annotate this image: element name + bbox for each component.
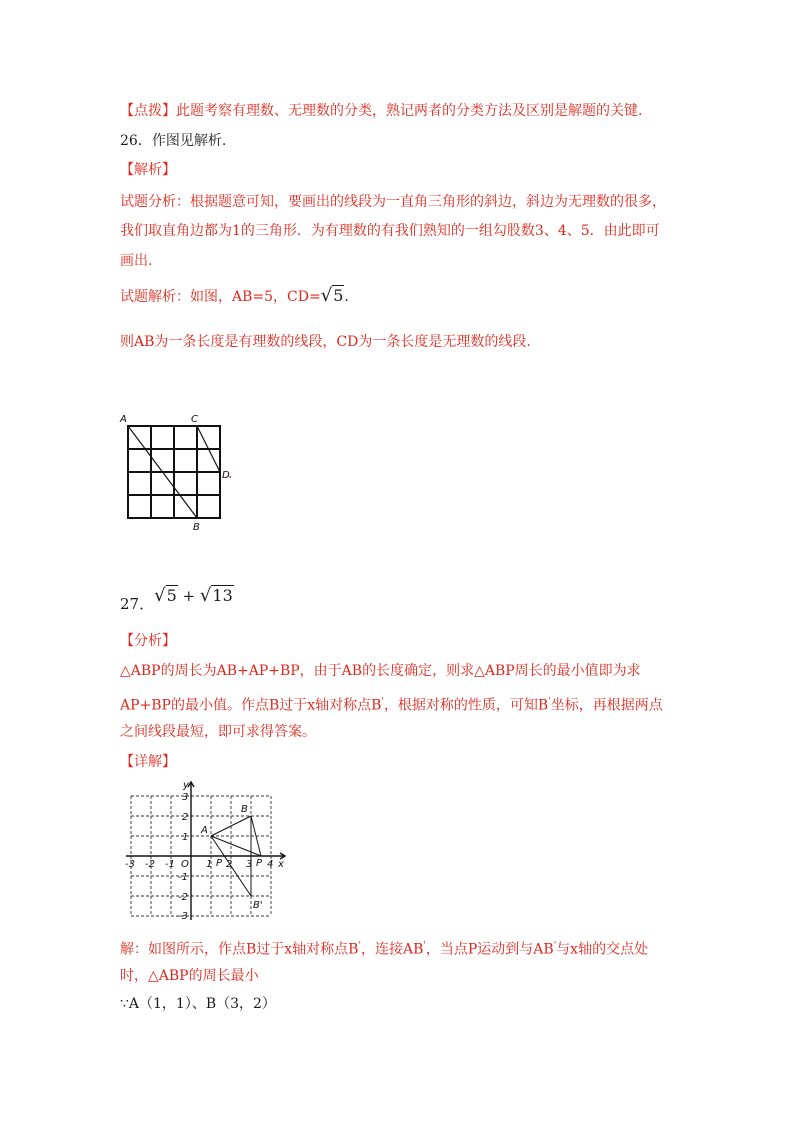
x-tick-neg2: -2 [145,859,155,870]
analysis-line-1: 试题分析：根据题意可知，要画出的线段为一直角三角形的斜边，斜边为无理数的很多， [120,194,666,210]
q27-answer [120,585,234,613]
fenxi-line-3: 之间线段最短，即可求得答案。 [120,724,316,740]
y-tick-neg1: -1 [178,872,188,883]
fenxi-line-2-b: ，根据对称的性质，可知B [383,697,549,714]
detail-line-3: ∵A（1，1）、B（3，2） [120,996,276,1012]
coordinate-figure [120,778,295,926]
x-tick-neg3: -3 [125,859,135,870]
fenxi-line-2-a: AP+BP的最小值。作点B过于x轴对称点B [120,697,382,714]
solution-line [120,286,349,307]
y-tick-2: 2 [182,812,189,823]
label-d: D [222,470,230,481]
point-p2-label: P [256,858,263,869]
point-bprime-label: B' [253,900,263,911]
sqrt-13-term: √13 [199,585,233,606]
prime-2: ' [548,697,551,707]
q26-answer: 26．作图见解析. [120,133,227,149]
label-c: C [191,414,198,425]
x-axis-label: x [278,859,284,870]
q27-number: 27． [120,595,155,613]
detail-line-1-d: 与x轴的交点处 [556,941,649,958]
x-tick-2: 2 [226,859,233,870]
analysis-line-2: 我们取直角边都为1的三角形．为有理数的有我们熟知的一组勾股数3、4、5．由此即可 [120,223,660,239]
sqrt-5-term: √5 [154,585,177,606]
x-tick-1: 1 [206,859,213,870]
solution-text: 试题解析：如图，AB=5，CD= [120,289,321,305]
analysis-line-3: 画出. [120,253,153,269]
point-b-label: B [241,804,248,815]
point-p1-label: P [216,858,223,869]
x-tick-4: 4 [267,859,274,870]
x-tick-3: 3 [246,859,253,870]
conclusion-line: 则AB为一条长度是有理数的线段，CD为一条长度是无理数的线段. [120,334,531,350]
detail-line-2: 时，△ABP的周长最小 [120,968,259,984]
fenxi-line-2-c: 坐标，再根据两点 [550,697,663,714]
detail-line-1-b: ，连接AB [360,941,424,958]
prime-1: ' [381,697,384,707]
fig1-period: . [228,466,233,482]
prime-3: ' [358,941,361,951]
y-tick-1: 1 [182,832,189,843]
analysis-heading: 【解析】 [120,162,176,178]
point-a-label: A [201,825,208,836]
prime-5: ' [553,941,557,951]
y-tick-3: 3 [182,792,189,803]
label-a: A [120,414,127,425]
fenxi-line-1: △ABP的周长为AB+AP+BP，由于AB的长度确定，则求△ABP周长的最小值即为求 [120,663,641,679]
label-b: B [193,522,200,533]
plus-sign: + [182,587,196,605]
y-tick-neg2: -2 [178,892,188,903]
x-tick-neg1: -1 [165,859,175,870]
sqrt-5: √5 [320,285,344,306]
detail-line-1 [120,936,648,960]
y-tick-neg3: -3 [178,911,188,922]
detail-line-1-c: ，当点P运动到与AB [425,941,554,958]
detail-line-1-a: 解：如图所示，作点B过于x轴对称点B [120,941,359,958]
grid-figure [118,408,248,536]
origin-label: O [181,859,189,870]
solution-period: . [344,289,349,305]
xiangjie-heading: 【详解】 [120,754,176,770]
prime-4: ' [423,941,426,951]
hint-line: 【点拨】此题考察有理数、无理数的分类，熟记两者的分类方法及区别是解题的关键. [120,103,643,119]
fenxi-heading: 【分析】 [120,633,176,649]
fenxi-line-2 [120,692,663,716]
y-axis-label: y [183,780,189,791]
